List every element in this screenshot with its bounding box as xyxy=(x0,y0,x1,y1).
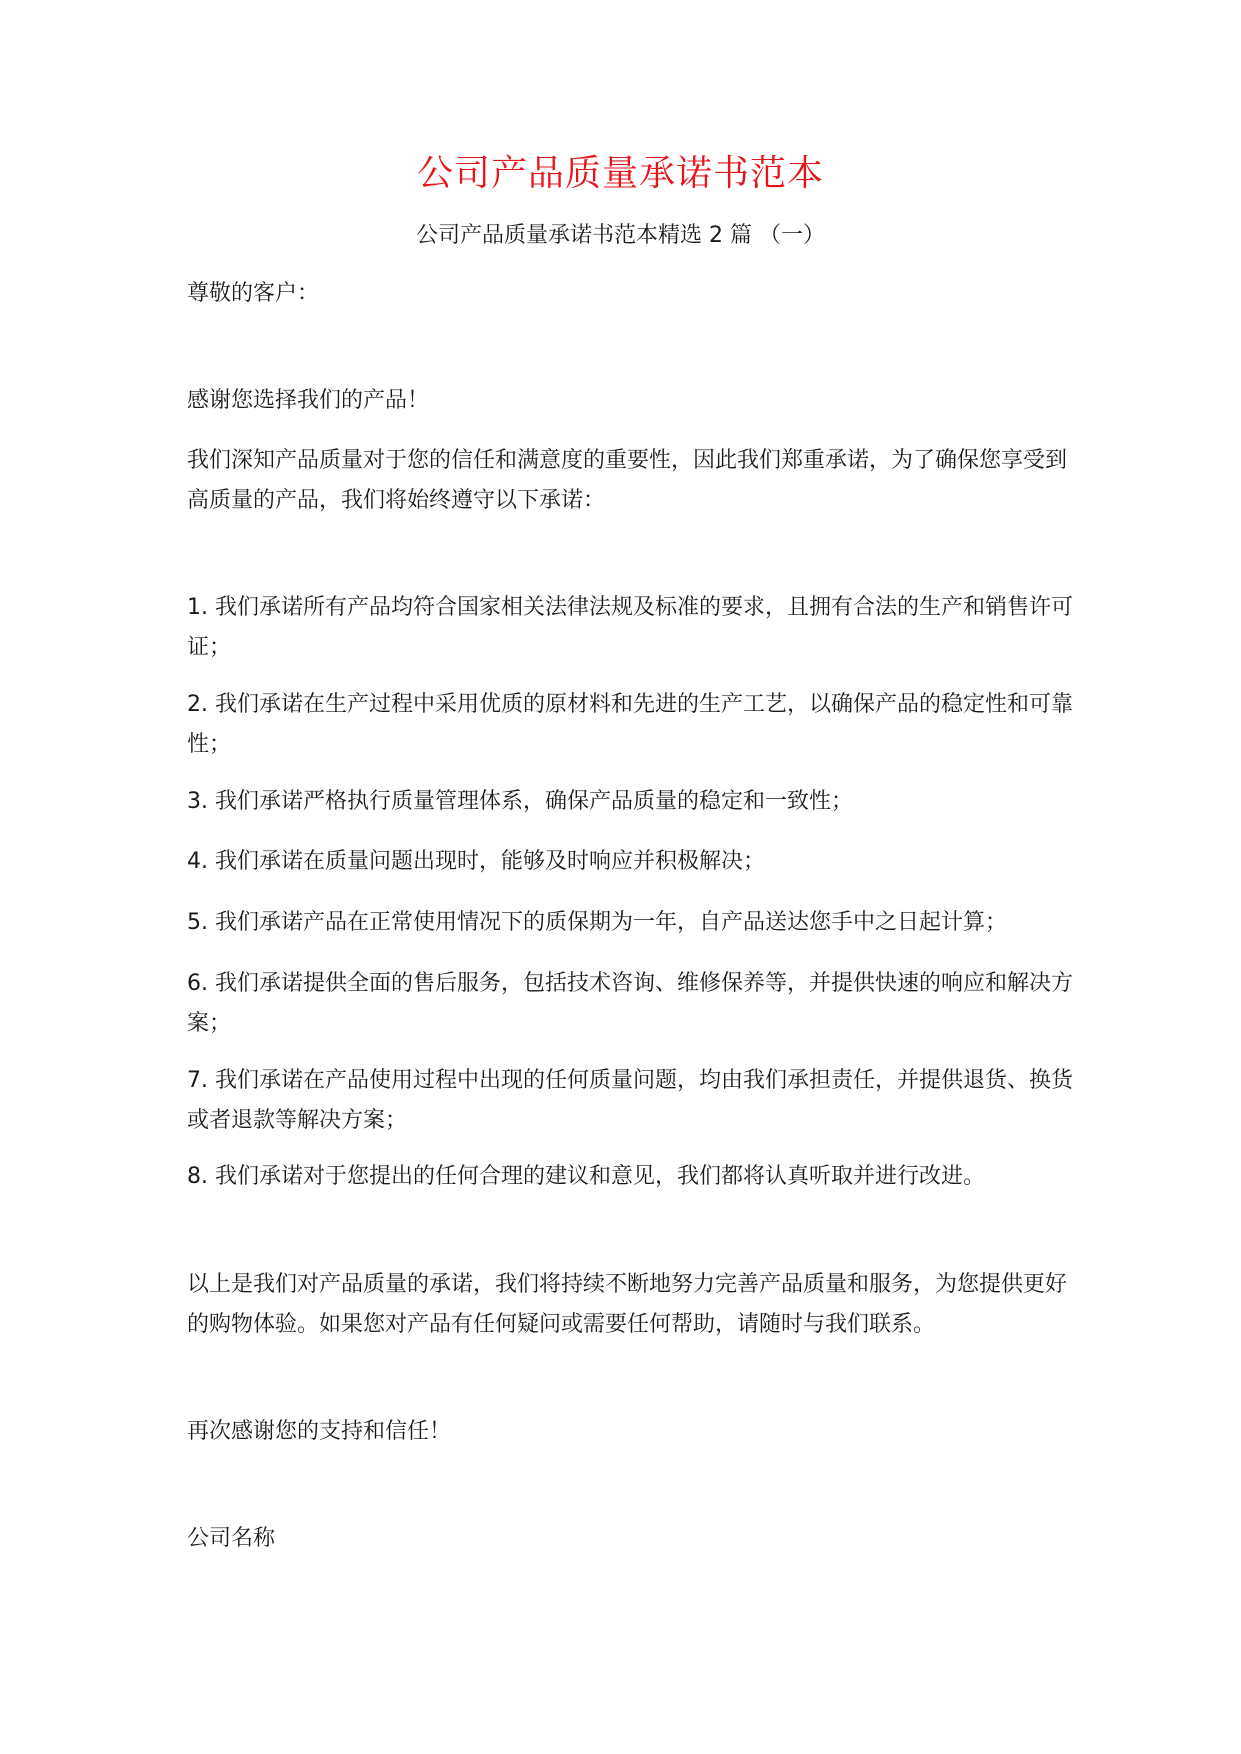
conclusion-paragraph: 以上是我们对产品质量的承诺，我们将持续不断地努力完善产品质量和服务，为您提供更好的购物体验。如果您对产品有任何疑问或需要任何帮助，请随时与我们联系。 xyxy=(187,1272,1068,1337)
commitment-item-5: 5. 我们承诺产品在正常使用情况下的质保期为一年，自产品送达您手中之日起计算； xyxy=(187,910,1007,935)
document-title: 公司产品质量承诺书范本 xyxy=(416,153,824,194)
greeting: 尊敬的客户： xyxy=(187,281,320,306)
commitment-item-6: 6. 我们承诺提供全面的售后服务，包括技术咨询、维修保养等，并提供快速的响应和解决方案； xyxy=(187,971,1073,1036)
commitment-item-1: 1. 我们承诺所有产品均符合国家相关法律法规及标准的要求，且拥有合法的生产和销售许可证； xyxy=(187,595,1073,660)
closing-line: 再次感谢您的支持和信任！ xyxy=(187,1419,452,1444)
commitment-item-3: 3. 我们承诺严格执行质量管理体系，确保产品质量的稳定和一致性； xyxy=(187,789,853,814)
commitment-item-2: 2. 我们承诺在生产过程中采用优质的原材料和先进的生产工艺，以确保产品的稳定性和可靠性； xyxy=(187,692,1073,757)
commitment-item-7: 7. 我们承诺在产品使用过程中出现的任何质量问题，均由我们承担责任，并提供退货、换货或者退款等解决方案； xyxy=(187,1068,1073,1133)
commitment-item-4: 4. 我们承诺在质量问题出现时，能够及时响应并积极解决； xyxy=(187,849,765,874)
document-subtitle: 公司产品质量承诺书范本精选 2 篇 （一） xyxy=(416,223,825,248)
intro-paragraph: 我们深知产品质量对于您的信任和满意度的重要性，因此我们郑重承诺，为了确保您享受到高质量的产品，我们将始终遵守以下承诺： xyxy=(187,448,1068,513)
commitment-item-8: 8. 我们承诺对于您提出的任何合理的建议和意见，我们都将认真听取并进行改进。 xyxy=(187,1164,985,1189)
signature-company-name: 公司名称 xyxy=(187,1526,276,1551)
thanks-line: 感谢您选择我们的产品！ xyxy=(187,388,430,413)
